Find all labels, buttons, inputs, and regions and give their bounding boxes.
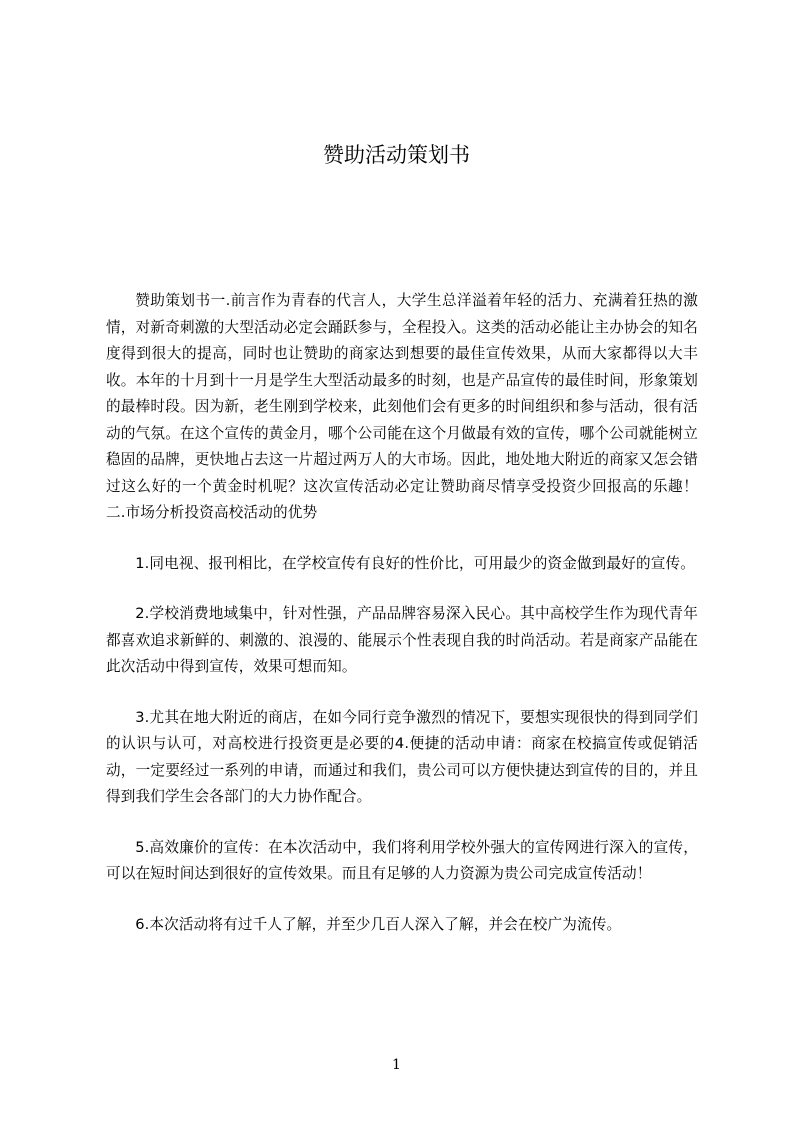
document-body xyxy=(106,288,698,938)
paragraph-point-2: 2.学校消费地域集中，针对性强，产品品牌容易深入民心。其中高校学生作为现代青年都喜欢追求新鲜的、刺激的、浪漫的、能展示个性表现自我的时尚活动。若是商家产品能在此次活动中得到宣传，效果可想而知。 xyxy=(106,605,698,675)
paragraph-preface: 赞助策划书一.前言作为青春的代言人，大学生总洋溢着年轻的活力、充满着狂热的激情，对新奇刺激的大型活动必定会踊跃参与，全程投入。这类的活动必能让主办协会的知名度得到很大的提高，同时也让赞助的商家达到想要的最佳宣传效果，从而大家都得以大丰收。本年的十月到十一月是学生大型活动最多的时刻，也是产品宣传的最佳时间，形象策划的最棒时段。因为新，老生刚到学校来，此刻他们会有更多的时间组织和参与活动，很有活动的气氛。在这个宣传的黄金月，哪个公司能在这个月做最有效的宣传，哪个公司就能树立稳固的品牌，更快地占去这一片超过两万人的大市场。因此，地处地大附近的商家又怎会错过这么好的一个黄金时机呢？这次宣传活动必定让赞助商尽情享受投资少回报高的乐趣！二.市场分析投资高校活动的优势 xyxy=(106,292,698,521)
paragraph-point-6: 6.本次活动将有过千人了解，并至少几百人深入了解，并会在校广为流传。 xyxy=(135,915,622,933)
page-title: 赞助活动策划书 xyxy=(323,143,470,167)
paragraph-point-3-4: 3.尤其在地大附近的商店，在如今同行竞争激烈的情况下，要想实现很快的得到同学们的认识与认可，对高校进行投资更是必要的4.便捷的活动申请：商家在校搞宣传或促销活动，一定要经过一系列的申请，而通过和我们，贵公司可以方便快捷达到宣传的目的，并且得到我们学生会各部门的大力协作配合。 xyxy=(106,708,698,805)
page-number: 1 xyxy=(392,1057,401,1073)
paragraph-point-5: 5.高效廉价的宣传：在本次活动中，我们将利用学校外强大的宣传网进行深入的宣传，可以在短时间达到很好的宣传效果。而且有足够的人力资源为贵公司完成宣传活动！ xyxy=(106,838,698,882)
paragraph-point-1: 1.同电视、报刊相比，在学校宣传有良好的性价比，可用最少的资金做到最好的宣传。 xyxy=(135,554,695,572)
